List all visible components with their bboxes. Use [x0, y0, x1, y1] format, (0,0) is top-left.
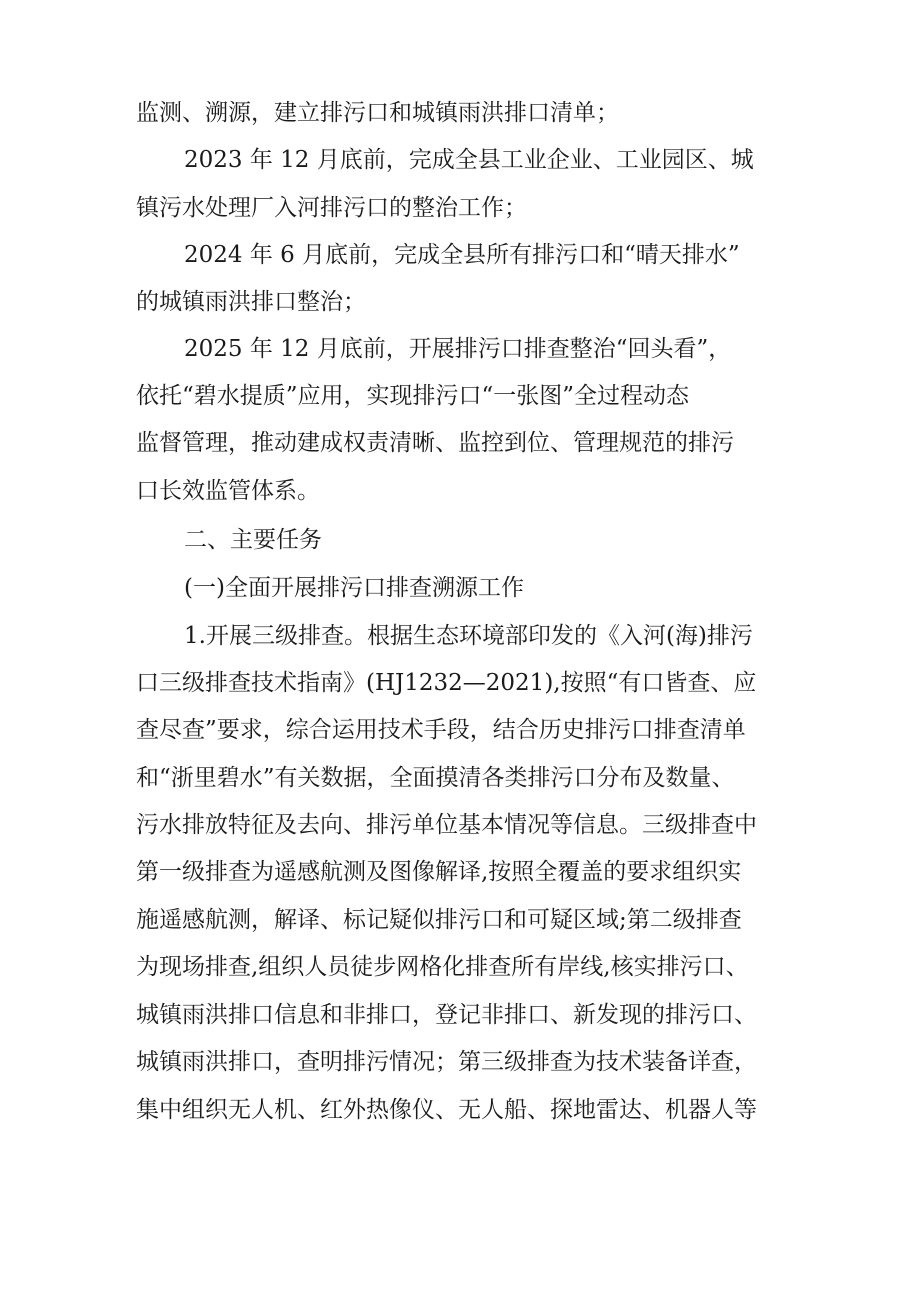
- text-line: 查尽查”要求，综合运用技术手段，结合历史排污口排查清单: [136, 717, 746, 743]
- subsection-heading: (一)全面开展排污口排查溯源工作: [184, 575, 524, 601]
- text-line: 1.开展三级排查。根据生态环境部印发的《入河(海)排污: [184, 623, 753, 649]
- text-line: 依托“碧水提质”应用，实现排污口“一张图”全过程动态: [136, 383, 690, 409]
- text-line: 2023 年 12 月底前，完成全县工业企业、工业园区、城: [184, 147, 754, 173]
- section-heading: 二、主要任务: [184, 527, 322, 553]
- text-line: 口长效监管体系。: [136, 478, 320, 504]
- text-line: 监督管理，推动建成权责清晰、监控到位、管理规范的排污: [136, 430, 734, 456]
- text-line: 2024 年 6 月底前，完成全县所有排污口和“晴天排水”: [184, 242, 740, 268]
- text-line: 集中组织无人机、红外热像仪、无人船、探地雷达、机器人等: [136, 1097, 757, 1123]
- text-line: 的城镇雨洪排口整治；: [136, 289, 366, 315]
- text-line: 城镇雨洪排口信息和非排口，登记非排口、新发现的排污口、: [136, 1002, 757, 1028]
- text-line: 2025 年 12 月底前，开展排污口排查整治“回头看”，: [184, 336, 732, 362]
- text-line: 监测、溯源，建立排污口和城镇雨洪排口清单；: [136, 100, 619, 126]
- text-line: 施遥感航测，解译、标记疑似排污口和可疑区域;第二级排查: [136, 907, 742, 933]
- text-line: 镇污水处理厂入河排污口的整治工作；: [136, 195, 527, 221]
- text-line: 为现场排查,组织人员徒步网格化排查所有岸线,核实排污口、: [136, 954, 749, 980]
- text-line: 城镇雨洪排口，查明排污情况；第三级排查为技术装备详查，: [136, 1049, 757, 1075]
- text-line: 和“浙里碧水”有关数据，全面摸清各类排污口分布及数量、: [136, 765, 735, 791]
- text-line: 污水排放特征及去向、排污单位基本情况等信息。三级排查中: [136, 812, 757, 838]
- text-line: 口三级排查技术指南》(HJ1232—2021),按照“有口皆查、应: [136, 670, 757, 696]
- text-line: 第一级排查为遥感航测及图像解译,按照全覆盖的要求组织实: [136, 859, 742, 885]
